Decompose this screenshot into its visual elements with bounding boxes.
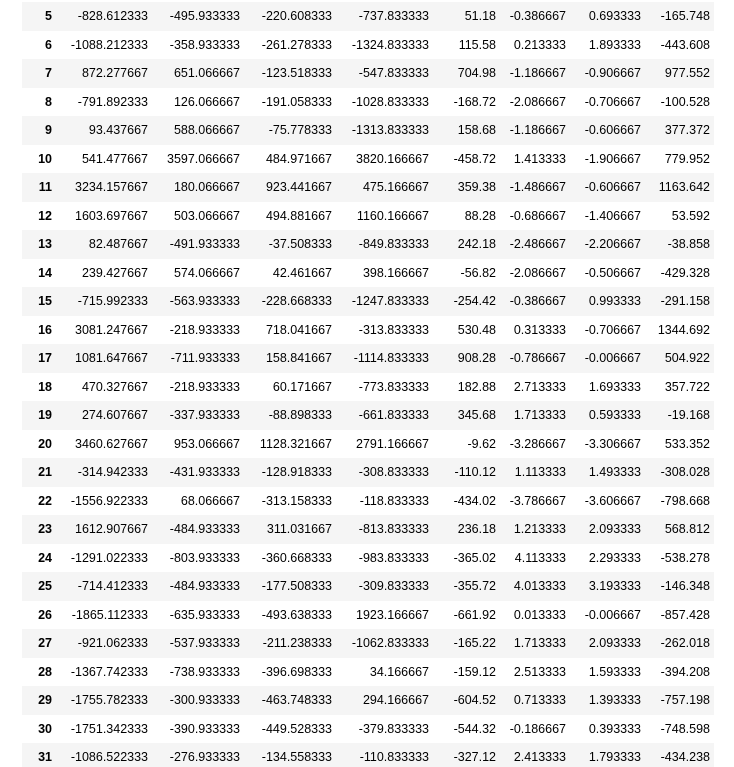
table-cell: -538.278 (660, 550, 710, 565)
row-index-cell: 19 (38, 408, 52, 423)
table-cell: -261.278333 (261, 37, 332, 52)
table-row (22, 2, 714, 31)
table-cell: -1313.833333 (351, 123, 429, 138)
table-cell: -563.933333 (169, 294, 240, 309)
table-cell: -228.668333 (261, 294, 332, 309)
row-index-cell: 5 (45, 9, 52, 24)
table-row (22, 572, 714, 601)
row-index-cell: 8 (45, 94, 52, 109)
table-cell: 4.113333 (514, 550, 566, 565)
table-cell: -544.32 (453, 721, 496, 736)
table-cell: -314.942333 (77, 465, 148, 480)
table-row (22, 601, 714, 630)
table-cell: -431.933333 (169, 465, 240, 480)
table-cell: -773.833333 (358, 379, 429, 394)
table-cell: -828.612333 (77, 9, 148, 24)
table-cell: -1247.833333 (351, 294, 429, 309)
row-index-cell: 29 (38, 693, 52, 708)
table-body (22, 2, 714, 767)
table-cell: 60.171667 (272, 379, 332, 394)
table-cell: -308.028 (660, 465, 710, 480)
table-cell: -0.386667 (509, 294, 566, 309)
table-cell: 0.713333 (513, 693, 566, 708)
table-cell: -1751.342333 (70, 721, 148, 736)
table-cell: -3.306667 (584, 436, 641, 451)
row-index-cell: 12 (38, 208, 52, 223)
table-cell: -0.686667 (509, 208, 566, 223)
table-cell: -146.348 (660, 579, 710, 594)
row-index-cell: 13 (38, 237, 52, 252)
row-index-cell: 27 (38, 636, 52, 651)
table-cell: -857.428 (660, 607, 710, 622)
table-row (22, 344, 714, 373)
table-cell: -491.933333 (169, 237, 240, 252)
table-row (22, 31, 714, 60)
table-cell: -0.786667 (509, 351, 566, 366)
row-index-cell: 18 (38, 379, 52, 394)
table-cell: 115.58 (458, 37, 496, 52)
table-cell: 182.88 (457, 379, 496, 394)
table-cell: -177.508333 (261, 579, 332, 594)
row-index-cell: 16 (38, 322, 52, 337)
table-cell: 53.592 (671, 208, 710, 223)
table-row (22, 401, 714, 430)
table-cell: -449.528333 (261, 721, 332, 736)
table-cell: -1556.922333 (70, 493, 148, 508)
table-cell: -313.833333 (358, 322, 429, 337)
table-cell: -337.933333 (169, 408, 240, 423)
table-cell: -458.72 (453, 151, 496, 166)
table-row (22, 487, 714, 516)
table-cell: -309.833333 (358, 579, 429, 594)
table-cell: 2791.166667 (356, 436, 429, 451)
table-cell: -0.386667 (509, 9, 566, 24)
table-cell: -0.606667 (584, 123, 641, 138)
table-cell: -379.833333 (358, 721, 429, 736)
table-cell: -37.508333 (268, 237, 332, 252)
table-cell: -1367.742333 (70, 664, 148, 679)
table-cell: 180.066667 (173, 180, 240, 195)
table-cell: -791.892333 (77, 94, 148, 109)
table-cell: -3.606667 (584, 493, 641, 508)
table-row (22, 287, 714, 316)
table-cell: 294.166667 (362, 693, 429, 708)
table-cell: -1755.782333 (70, 693, 148, 708)
table-cell: 398.166667 (362, 265, 429, 280)
table-row (22, 430, 714, 459)
table-cell: 357.722 (664, 379, 710, 394)
table-cell: -1088.212333 (70, 37, 148, 52)
table-cell: 158.68 (457, 123, 496, 138)
table-cell: -1028.833333 (351, 94, 429, 109)
table-row (22, 715, 714, 744)
table-cell: 51.18 (464, 9, 496, 24)
table-cell: 977.552 (664, 66, 710, 81)
table-cell: 470.327667 (81, 379, 148, 394)
table-cell: -1.186667 (509, 66, 566, 81)
table-row (22, 173, 714, 202)
table-cell: 377.372 (664, 123, 710, 138)
row-index-cell: 7 (45, 66, 52, 81)
table-cell: -360.668333 (261, 550, 332, 565)
table-cell: 0.313333 (513, 322, 566, 337)
table-cell: 1.113333 (514, 465, 566, 480)
table-cell: 3.193333 (588, 579, 641, 594)
table-cell: -38.858 (667, 237, 710, 252)
table-cell: -1.906667 (584, 151, 641, 166)
table-cell: -921.062333 (77, 636, 148, 651)
row-index-cell: 17 (38, 351, 52, 366)
table-cell: 3460.627667 (75, 436, 148, 451)
table-cell: -493.638333 (261, 607, 332, 622)
table-cell: 0.693333 (588, 9, 641, 24)
row-index-cell: 21 (38, 465, 52, 480)
table-cell: 0.593333 (588, 408, 641, 423)
table-cell: -635.933333 (169, 607, 240, 622)
table-cell: 651.066667 (173, 66, 240, 81)
table-cell: 574.066667 (173, 265, 240, 280)
table-cell: -2.086667 (509, 265, 566, 280)
table-cell: 311.031667 (266, 522, 332, 537)
table-cell: 1.593333 (588, 664, 641, 679)
table-cell: -0.706667 (584, 322, 641, 337)
table-cell: 3234.157667 (75, 180, 148, 195)
table-cell: 68.066667 (180, 493, 240, 508)
table-cell: -0.186667 (509, 721, 566, 736)
table-cell: -547.833333 (358, 66, 429, 81)
table-cell: -983.833333 (358, 550, 429, 565)
table-cell: 2.293333 (588, 550, 641, 565)
table-cell: 1612.907667 (75, 522, 148, 537)
table-cell: -1.486667 (509, 180, 566, 195)
table-cell: 1.393333 (588, 693, 641, 708)
table-cell: -2.486667 (509, 237, 566, 252)
table-cell: 1081.647667 (75, 351, 148, 366)
table-cell: 158.841667 (265, 351, 332, 366)
table-cell: -3.786667 (509, 493, 566, 508)
row-index-cell: 11 (38, 180, 52, 195)
table-cell: -254.42 (453, 294, 496, 309)
table-row (22, 658, 714, 687)
table-cell: -358.933333 (169, 37, 240, 52)
row-index-cell: 20 (38, 436, 52, 451)
table-cell: 1344.692 (657, 322, 710, 337)
table-row (22, 202, 714, 231)
table-cell: -798.668 (660, 493, 710, 508)
table-cell: -19.168 (667, 408, 710, 423)
row-index-cell: 9 (45, 123, 52, 138)
table-cell: 4.013333 (513, 579, 566, 594)
table-cell: 1.493333 (588, 465, 641, 480)
table-cell: 239.427667 (81, 265, 148, 280)
table-cell: -0.906667 (584, 66, 641, 81)
table-cell: 704.98 (457, 66, 496, 81)
row-index-cell: 23 (38, 522, 52, 537)
table-cell: 2.713333 (513, 379, 566, 394)
table-cell: -1.186667 (509, 123, 566, 138)
table-cell: 504.922 (664, 351, 710, 366)
row-index-cell: 30 (38, 721, 52, 736)
table-cell: -365.02 (453, 550, 496, 565)
table-row (22, 230, 714, 259)
table-cell: -165.748 (660, 9, 710, 24)
table-cell: 2.513333 (513, 664, 566, 679)
table-cell: 484.971667 (265, 151, 332, 166)
table-cell: -276.933333 (169, 750, 240, 765)
table-cell: 530.48 (457, 322, 496, 337)
table-cell: -849.833333 (358, 237, 429, 252)
table-cell: 503.066667 (173, 208, 240, 223)
table-cell: -1.406667 (584, 208, 641, 223)
table-cell: -714.412333 (77, 579, 148, 594)
table-cell: 1160.166667 (356, 208, 429, 223)
table-cell: 718.041667 (265, 322, 332, 337)
table-cell: -308.833333 (358, 465, 429, 480)
table-cell: -218.933333 (169, 379, 240, 394)
table-cell: 242.18 (457, 237, 496, 252)
table-cell: -327.12 (453, 750, 496, 765)
table-cell: 34.166667 (369, 664, 429, 679)
table-cell: -191.058333 (261, 94, 332, 109)
table-cell: 779.952 (664, 151, 710, 166)
table-cell: -429.328 (660, 265, 710, 280)
table-cell: -0.006667 (584, 351, 641, 366)
table-cell: -1865.112333 (71, 607, 148, 622)
table-row (22, 316, 714, 345)
table-cell: -1324.833333 (351, 37, 429, 52)
row-index-cell: 26 (38, 607, 52, 622)
table-cell: -313.158333 (261, 493, 332, 508)
table-cell: 1.413333 (513, 151, 566, 166)
table-row (22, 116, 714, 145)
table-cell: 568.812 (664, 522, 710, 537)
table-cell: -128.918333 (261, 465, 332, 480)
table-row (22, 743, 714, 767)
table-row (22, 373, 714, 402)
table-cell: 1163.642 (658, 180, 710, 195)
row-index-cell: 6 (45, 37, 52, 52)
table-cell: -0.706667 (584, 94, 641, 109)
table-cell: -88.898333 (268, 408, 332, 423)
table-cell: -484.933333 (169, 579, 240, 594)
table-cell: -748.598 (660, 721, 710, 736)
table-cell: -211.238333 (262, 636, 332, 651)
table-cell: 236.18 (457, 522, 496, 537)
table-cell: 2.413333 (513, 750, 566, 765)
table-cell: -443.608 (660, 37, 710, 52)
table-cell: 953.066667 (173, 436, 240, 451)
table-cell: -2.086667 (509, 94, 566, 109)
table-cell: 274.607667 (81, 408, 148, 423)
row-index-cell: 15 (38, 294, 52, 309)
table-cell: -262.018 (660, 636, 710, 651)
table-cell: 1.713333 (513, 636, 566, 651)
table-cell: -134.558333 (261, 750, 332, 765)
table-cell: -537.933333 (169, 636, 240, 651)
table-cell: 908.28 (457, 351, 496, 366)
table-cell: -495.933333 (169, 9, 240, 24)
table-cell: -396.698333 (261, 664, 332, 679)
table-cell: 588.066667 (173, 123, 240, 138)
row-index-cell: 14 (38, 265, 52, 280)
table-cell: 494.881667 (265, 208, 332, 223)
table-cell: 0.993333 (588, 294, 641, 309)
table-cell: -463.748333 (261, 693, 332, 708)
table-cell: -434.02 (453, 493, 496, 508)
table-cell: -484.933333 (169, 522, 240, 537)
table-cell: 2.093333 (588, 522, 641, 537)
table-cell: -100.528 (660, 94, 710, 109)
table-cell: -803.933333 (169, 550, 240, 565)
table-cell: -1114.833333 (353, 351, 429, 366)
table-cell: 1128.321667 (259, 436, 332, 451)
table-cell: -123.518333 (261, 66, 332, 81)
table-cell: -757.198 (660, 693, 710, 708)
table-row (22, 458, 714, 487)
table-cell: -1086.522333 (70, 750, 148, 765)
table-row (22, 59, 714, 88)
table-cell: -168.72 (453, 94, 496, 109)
table-cell: 533.352 (664, 436, 710, 451)
table-cell: 2.093333 (588, 636, 641, 651)
table-cell: 345.68 (457, 408, 496, 423)
table-cell: -0.506667 (584, 265, 641, 280)
table-cell: -1062.833333 (351, 636, 429, 651)
table-cell: -604.52 (453, 693, 496, 708)
table-cell: 126.066667 (173, 94, 240, 109)
table-cell: -738.933333 (169, 664, 240, 679)
table-row (22, 88, 714, 117)
table-cell: -118.833333 (359, 493, 429, 508)
table-cell: -0.006667 (584, 607, 641, 622)
table-cell: 475.166667 (362, 180, 429, 195)
table-cell: -1291.022333 (70, 550, 148, 565)
table-cell: -159.12 (453, 664, 496, 679)
table-row (22, 544, 714, 573)
table-cell: 1.793333 (588, 750, 641, 765)
row-index-cell: 22 (38, 493, 52, 508)
table-cell: 1923.166667 (356, 607, 429, 622)
table-cell: -390.933333 (169, 721, 240, 736)
table-cell: -2.206667 (584, 237, 641, 252)
table-cell: 1.713333 (513, 408, 566, 423)
table-row (22, 515, 714, 544)
table-cell: 0.393333 (588, 721, 641, 736)
table-cell: 872.277667 (81, 66, 148, 81)
table-cell: 93.437667 (88, 123, 148, 138)
table-cell: 88.28 (464, 208, 496, 223)
table-cell: -291.158 (660, 294, 710, 309)
table-cell: -715.992333 (77, 294, 148, 309)
table-cell: -75.778333 (268, 123, 332, 138)
table-cell: 3597.066667 (167, 151, 240, 166)
table-cell: -813.833333 (358, 522, 429, 537)
table-cell: 3820.166667 (356, 151, 429, 166)
table-cell: 1.693333 (588, 379, 641, 394)
table-row (22, 686, 714, 715)
table-row (22, 259, 714, 288)
table-cell: -300.933333 (169, 693, 240, 708)
table-cell: 359.38 (457, 180, 496, 195)
table-cell: 1.893333 (588, 37, 641, 52)
table-row (22, 629, 714, 658)
table-cell: -218.933333 (169, 322, 240, 337)
table-cell: -355.72 (453, 579, 496, 594)
row-index-cell: 28 (38, 664, 52, 679)
table-cell: -661.833333 (358, 408, 429, 423)
table-cell: -220.608333 (261, 9, 332, 24)
row-index-cell: 10 (38, 151, 52, 166)
row-index-cell: 31 (38, 750, 52, 765)
table-cell: 1.213333 (513, 522, 566, 537)
table-cell: -737.833333 (358, 9, 429, 24)
table-cell: 923.441667 (265, 180, 332, 195)
table-cell: -9.62 (467, 436, 496, 451)
row-index-cell: 25 (38, 579, 52, 594)
table-cell: -661.92 (453, 607, 496, 622)
table-cell: 42.461667 (272, 265, 332, 280)
table-cell: -165.22 (453, 636, 496, 651)
table-cell: -110.12 (454, 465, 496, 480)
table-cell: -0.606667 (584, 180, 641, 195)
table-cell: 0.213333 (513, 37, 566, 52)
table-cell: 0.013333 (513, 607, 566, 622)
table-cell: 1603.697667 (75, 208, 148, 223)
table-cell: 541.477667 (81, 151, 148, 166)
table-cell: -434.238 (660, 750, 710, 765)
table-cell: -110.833333 (359, 750, 429, 765)
table-cell: 3081.247667 (75, 322, 148, 337)
table-cell: -711.933333 (170, 351, 240, 366)
table-cell: -56.82 (460, 265, 496, 280)
table-cell: -3.286667 (509, 436, 566, 451)
row-index-cell: 24 (38, 550, 52, 565)
table-cell: 82.487667 (88, 237, 148, 252)
table-row (22, 145, 714, 174)
dataframe-table (22, 2, 714, 767)
table-cell: -394.208 (660, 664, 710, 679)
